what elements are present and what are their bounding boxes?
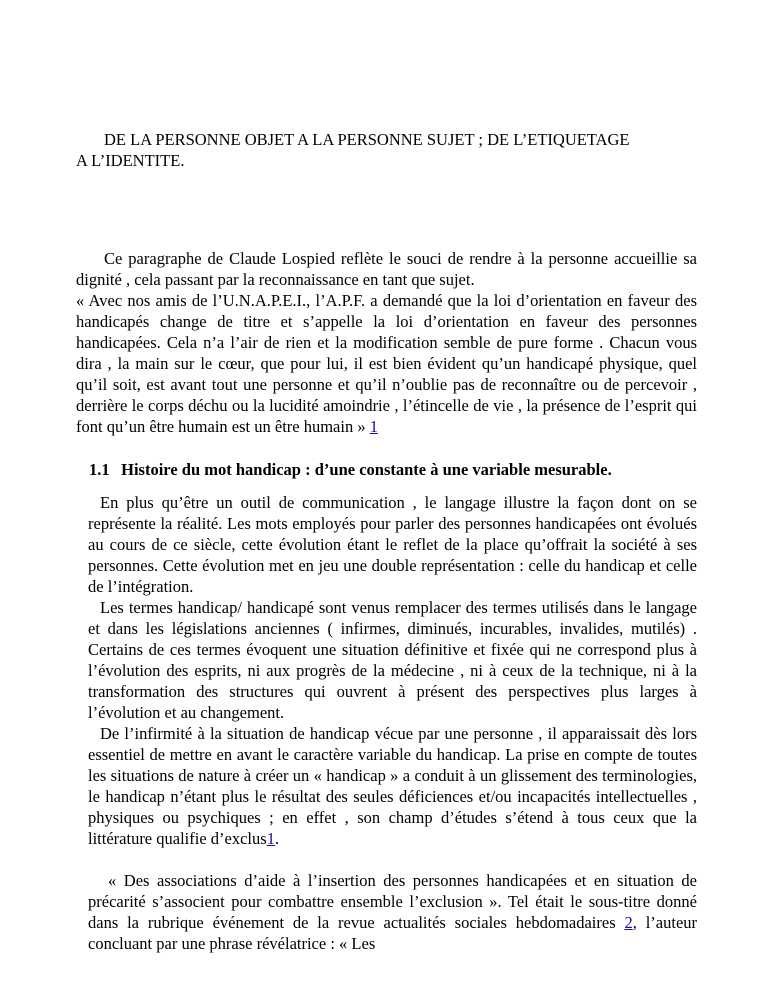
title-line-2: A L’IDENTITE. <box>76 151 185 170</box>
paragraph-infirmity <box>88 723 697 849</box>
footnote-link-1b[interactable]: 1 <box>266 829 275 848</box>
title-line-1: DE LA PERSONNE OBJET A LA PERSONNE SUJET ; DE L’ETIQUETAGE <box>104 130 630 149</box>
document-title <box>76 129 697 171</box>
section-title: Histoire du mot handicap : d’une constante à une variable mesurable. <box>121 460 612 479</box>
footnote-link-1[interactable]: 1 <box>369 417 378 436</box>
footnote-link-2[interactable]: 2 <box>624 913 633 932</box>
intro-paragraph: Ce paragraphe de Claude Lospied reflète le souci de rendre à la personne accueillie sa dignité , cela passant par la reconnaissance en tant que sujet. <box>76 249 697 289</box>
paragraph-infirmity-text: De l’infirmité à la situation de handicap vécue par une personne , il apparaissait dès lors essentiel de mettre en avant le caractère variable du handicap. La prise en compte de toutes les situations de nature à créer un « handicap » a conduit à un glissement des terminologies, le handicap n’étant plus le résultat des seules déficiences et/ou incapacités intellectuelles , physiques ou psychiques ; en effet , son champ d’études s’étend à tous ceux que la littérature qualifie d’exclus <box>88 724 697 848</box>
quote-text: « Avec nos amis de l’U.N.A.P.E.I., l’A.P.F. a demandé que la loi d’orientation en faveur des handicapés change de titre et s’appelle la loi d’orientation en faveur des personnes handicapées. Cela n’a l’air de rien et la modification semble de pure forme . Chacun vous dira , la main sur le cœur, que pour lui, il est bien évident qu’un handicapé physique, quel qu’il soit, est avant tout une personne et qu’il n’oublie pas de reconnaître ou de percevoir , derrière le corps déchu ou la lucidité amoindrie , l’étincelle de vie , la présence de l’esprit qui font qu’un être humain est un être humain » <box>76 291 697 436</box>
paragraph-language: En plus qu’être un outil de communication , le langage illustre la façon dont on se représente la réalité. Les mots employés pour parler des personnes handicapées ont évolués au cours de ce siècle, cette évolution étant le reflet de la place qu’offrait la société à ses personnes. Cette évolution met en jeu une double représentation : celle du handicap et celle de l’intégration. <box>88 493 697 596</box>
paragraph-infirmity-end: . <box>274 829 280 848</box>
section-heading <box>89 459 709 480</box>
section-number: 1.1 <box>89 460 110 479</box>
paragraph-terms: Les termes handicap/ handicapé sont venus remplacer des termes utilisés dans le langage et dans les législations anciennes ( infirmes, diminués, incurables, invalides, mutilés) . Certains de ces termes évoquent une situation définitive et fixée qui ne correspond plus à l’évolution des esprits, ni aux progrès de la médecine , ni à ceux de la technique, ni à la transformation des structures qui ouvrent à présent des perspectives plus larges à l’évolution et au changement. <box>88 598 697 722</box>
paragraph-associations-text: « Des associations d’aide à l’insertion des personnes handicapées et en situation de précarité s’associent pour combattre ensemble l’exclusion ». Tel était le sous-titre donné dans la rubrique événement de la revue actualités sociales hebdomadaires <box>88 871 697 932</box>
paragraph-associations-tail: , l’auteur concluant par une phrase révélatrice : « Les <box>88 913 698 953</box>
paragraph-associations <box>88 870 697 954</box>
quote-paragraph <box>76 290 697 437</box>
